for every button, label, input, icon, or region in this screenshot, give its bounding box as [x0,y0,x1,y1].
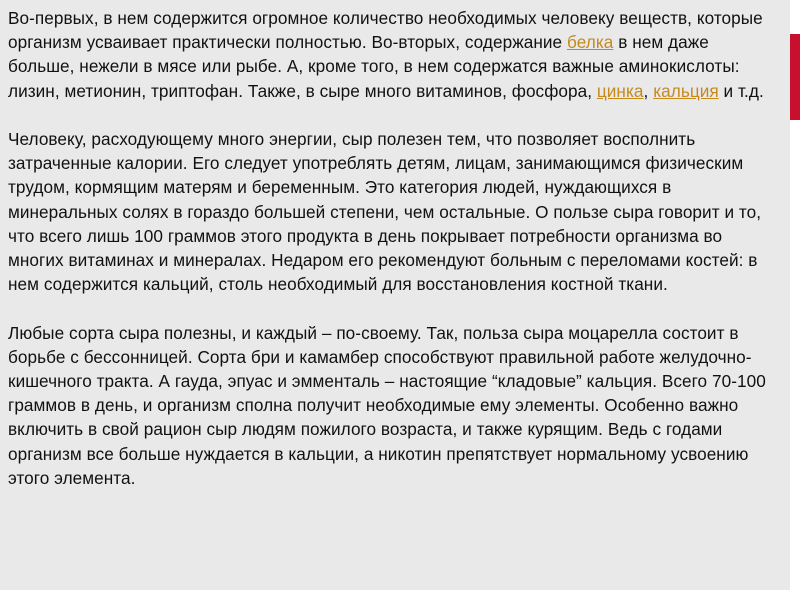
paragraph-1 [8,6,778,103]
link-calcium[interactable]: кальция [653,80,719,101]
link-zinc[interactable]: цинка [596,80,644,101]
corner-fold-decoration [786,586,800,600]
paragraph-1-text-c: , [643,80,654,101]
slide-content [8,6,778,514]
paragraph-2: Человеку, расходующему много энергии, сыр полезен тем, что позволяет восполнить затраченные калории. Его следует употреблять детям, лицам, занимающимся физическим трудом, кормящим матерям и беременным. Это категория людей, нуждающихся в минеральных солях в гораздо большей степени, чем остальные. О пользе сыра говорит и то, что всего лишь 100 граммов этого продукта в день покрывает потребности организма во многих витаминах и минералах. Недаром его рекомендуют больным с переломами костей: в нем содержится кальций, столь необходимый для восстановления костной ткани. [8,129,762,295]
paragraph-3: Любые сорта сыра полезны, и каждый – по-своему. Так, польза сыра моцарелла состоит в борьбе с бессонницей. Сорта бри и камамбер способствуют правильной работе желудочно-кишечного тракта. А гауда, эпуас и эмменталь – настоящие “кладовые” кальция. Всего 70-100 граммов в день, и организм сполна получит необходимые ему элементы. Особенно важно включить в свой рацион сыр людям пожилого возраста, и также курящим. Ведь с годами организм все больше нуждается в кальции, а никотин препятствует нормальному усвоению этого элемента. [8,322,766,488]
paragraph-1-text-d: и т.д. [718,80,764,101]
link-protein[interactable]: белка [567,32,614,53]
paragraph-1-text-a: Во-первых, в нем содержится огромное количество необходимых человеку веществ, которые организм усваивает практически полностью. Во-вторых, содержание [8,8,763,53]
accent-bar-red [790,34,800,120]
accent-bar [790,0,800,600]
bottom-strip [0,590,800,600]
paragraph-1-text-b: в нем даже больше, нежели в мясе или рыбе. А, кроме того, в нем содержатся важные аминокислоты: лизин, метионин, триптофан. Также, в сыре много витаминов, фосфора, [8,32,740,101]
